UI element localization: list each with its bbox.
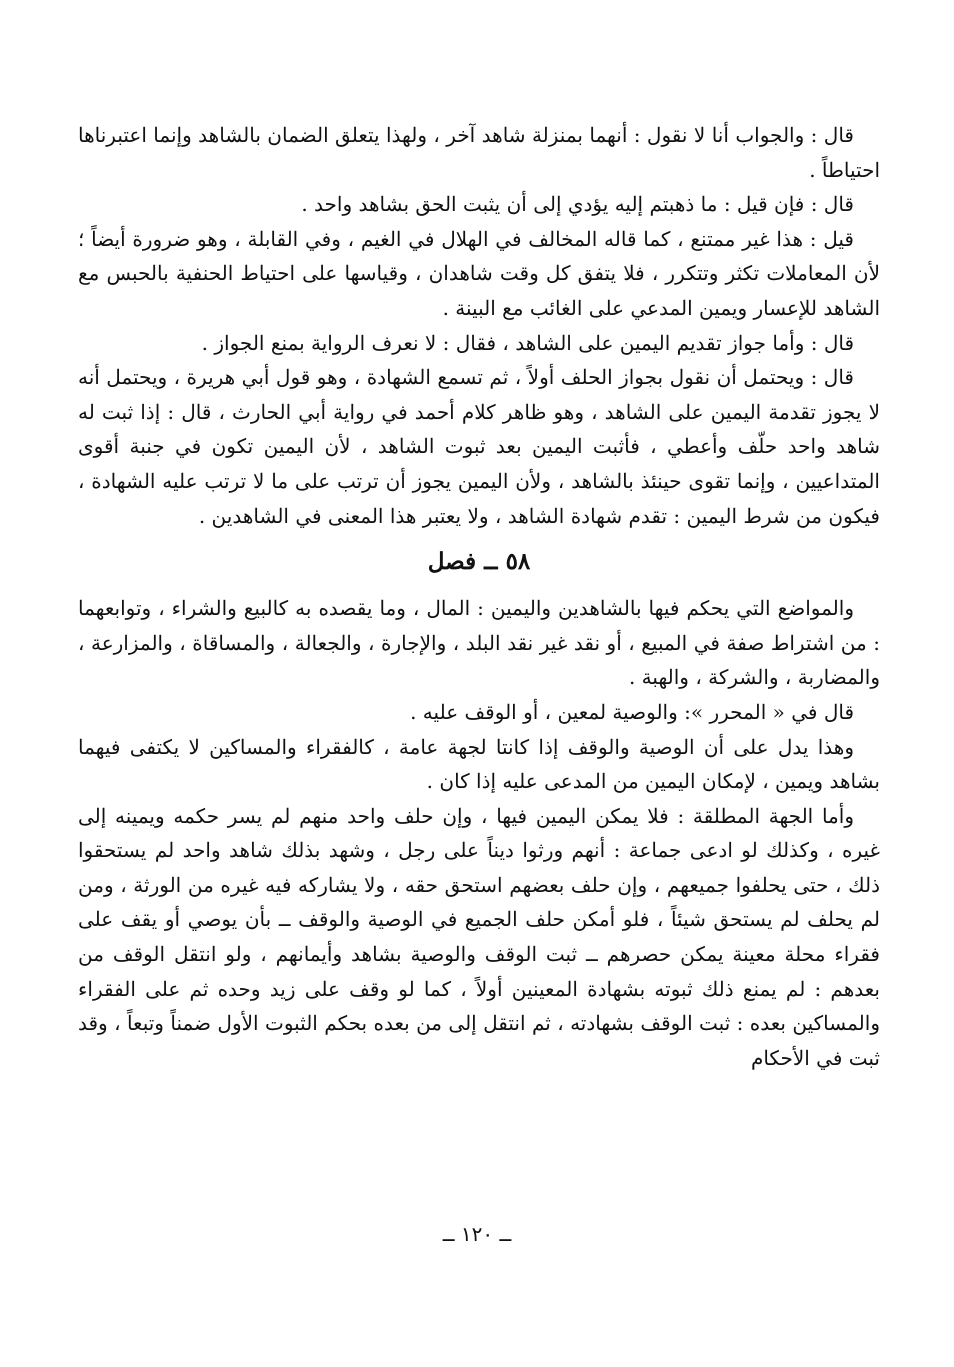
paragraph: قال : وأما جواز تقديم اليمين على الشاهد ، فقال : لا نعرف الرواية بمنع الجواز . [201,330,854,355]
paragraph: والمواضع التي يحكم فيها بالشاهدين واليمين : المال ، وما يقصده به كالبيع والشراء ، وتوابعهما : من اشتراط صفة في المبيع ، أو نقد غير نقد البلد ، والإجارة ، والجعالة ، والمساقاة ، والمزارعة ، والمضاربة ، والشركة ، والهبة . [78,596,880,690]
paragraph: قال : ويحتمل أن نقول بجواز الحلف أولاً ، ثم تسمع الشهادة ، وهو قول أبي هريرة ، ويحتمل أنه لا يجوز تقدمة اليمين على الشاهد ، وهو ظاهر كلام أحمد في رواية أبي الحارث ، قال : إذا ثبت له شاهد واحد حلّف وأعطي ، فأثبت اليمين بعد ثبوت الشاهد ، لأن اليمين تكون في جنبة أقوى المتداعيين ، وإنما تقوى حينئذ بالشاهد ، ولأن اليمين يجوز أن ترتب على ما لا ترتب عليه الشهادة ، فيكون من شرط اليمين : تقدم شهادة الشاهد ، ولا يعتبر هذا المعنى في الشاهدين . [78,365,880,528]
paragraph: قال في « المحرر »: والوصية لمعين ، أو الوقف عليه . [410,699,854,724]
paragraph: وهذا يدل على أن الوصية والوقف إذا كانتا لجهة عامة ، كالفقراء والمساكين لا يكتفى فيهما بشاهد ويمين ، لإمكان اليمين من المدعى عليه إذا كان . [78,734,880,794]
page-body [78,118,880,1075]
section-heading: ٥٨ ــ فصل [427,548,531,576]
paragraph: قال : والجواب أنا لا نقول : أنهما بمنزلة شاهد آخر ، ولهذا يتعلق الضمان بالشاهد وإنما اعتبرناها احتياطاً . [78,123,880,182]
paragraph: قال : فإن قيل : ما ذهبتم إليه يؤدي إلى أن يثبت الحق بشاهد واحد . [301,192,854,217]
paragraph: قيل : هذا غير ممتنع ، كما قاله المخالف في الهلال في الغيم ، وفي القابلة ، وهو ضرورة أيضاً ؛ لأن المعاملات تكثر وتتكرر ، فلا يتفق كل وقت شاهدان ، وقياسها على احتياط الحنفية بالحبس مع الشاهد للإعسار ويمين المدعي على الغائب مع البينة . [78,226,880,320]
paragraph: وأما الجهة المطلقة : فلا يمكن اليمين فيها ، وإن حلف واحد منهم لم يسر حكمه ويمينه إلى غيره ، وكذلك لو ادعى جماعة : أنهم ورثوا ديناً على رجل ، وشهد بذلك شاهد واحد لم يستحقوا ذلك ، حتى يحلفوا جميعهم ، وإن حلف بعضهم استحق حقه ، ولا يشاركه فيه غيره من الورثة ، ومن لم يحلف لم يستحق شيئاً ، فلو أمكن حلف الجميع في الوصية والوقف ــ بأن يوصي أو يقف على فقراء محلة معينة يمكن حصرهم ــ ثبت الوقف والوصية بشاهد وأيمانهم ، ولو انتقل الوقف من بعدهم : لم يمنع ذلك ثبوته بشهادة المعينين أولاً ، كما لو وقف على زيد وحده ثم على الفقراء والمساكين بعده : ثبت الوقف بشهادته ، ثم انتقل إلى من بعده بحكم الثبوت الأول ضمناً وتبعاً ، وقد ثبت في الأحكام [78,803,881,1070]
page-number: ــ ١٢٠ ــ [442,1222,512,1246]
